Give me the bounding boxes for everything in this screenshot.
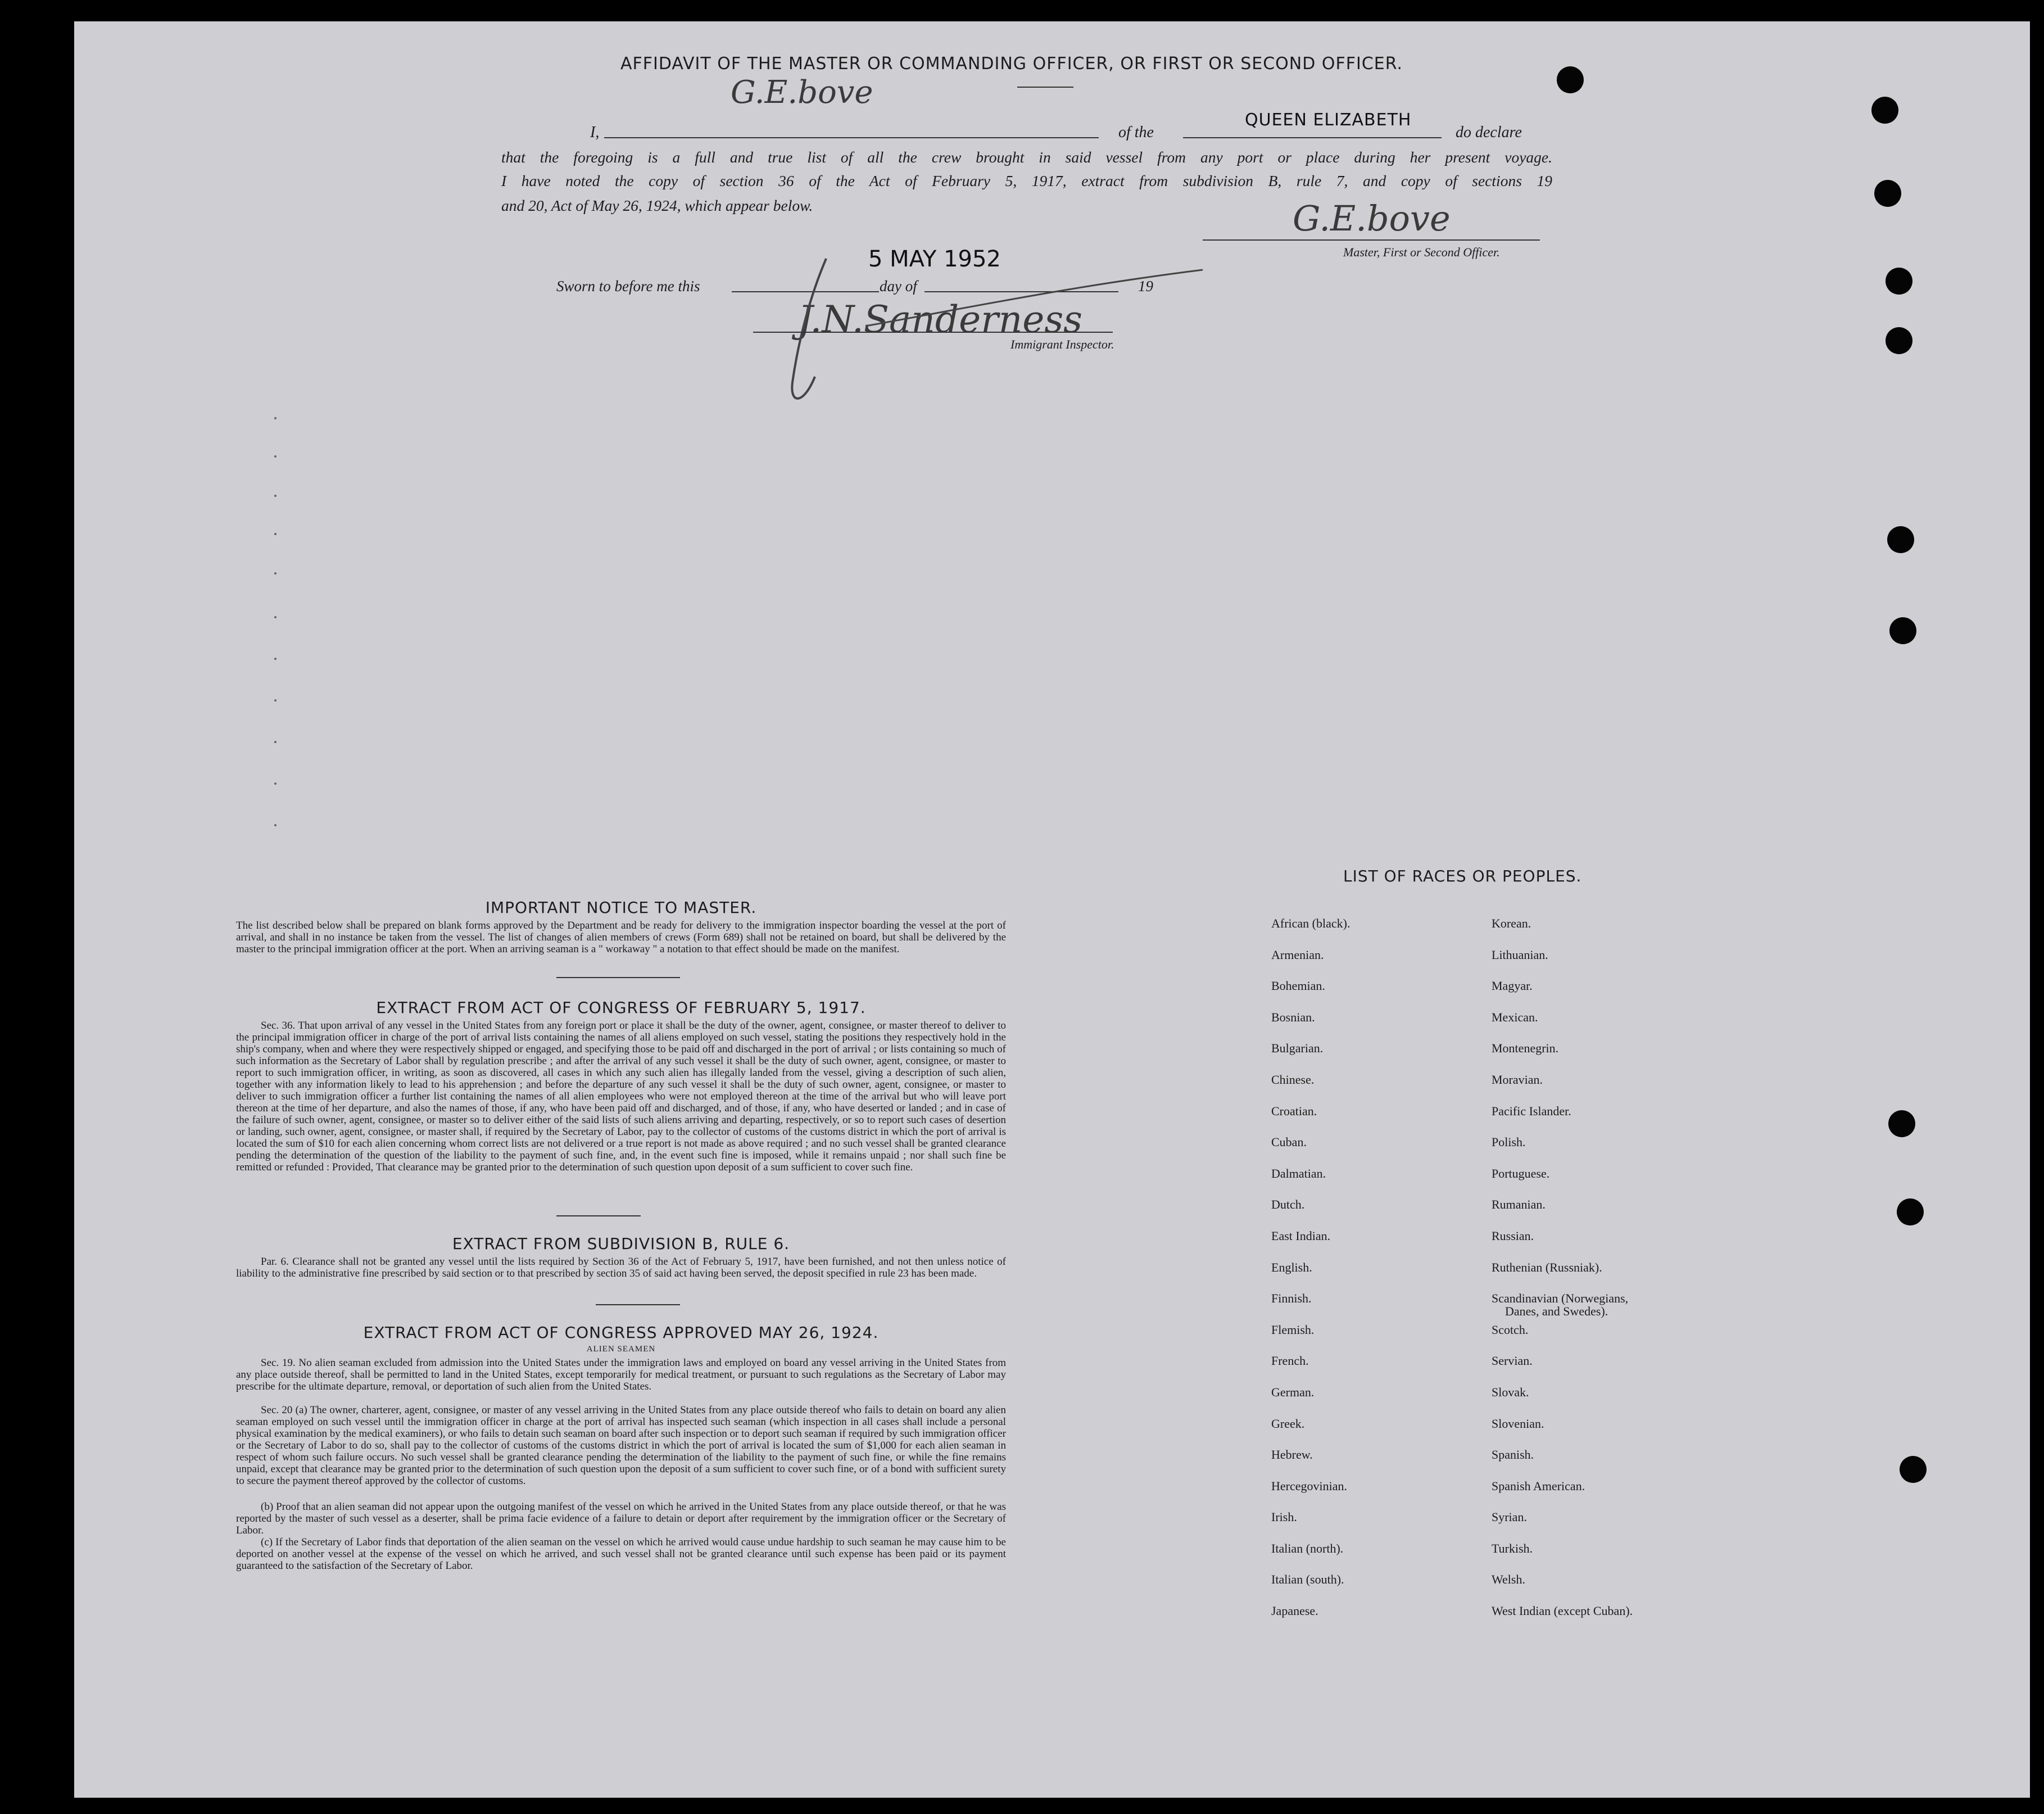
race-item: Ruthenian (Russniak). <box>1492 1260 1602 1274</box>
race-item: Italian (south). <box>1271 1572 1344 1587</box>
race-item: Irish. <box>1271 1510 1297 1525</box>
race-item: Bosnian. <box>1271 1010 1315 1024</box>
signer-name-line <box>604 137 1099 138</box>
race-item: Greek. <box>1271 1416 1305 1431</box>
extract-1924-sec20b: (b) Proof that an alien seaman did not appear upon the outgoing manifest of the vessel on which he arrived in the United States from any place outside thereof, or that he was reported by the master of such vessel as a deserter, shall be prima facie evidence of a failure to detain or deport after requirement by the immigration officer or the Secretary of Labor. <box>236 1501 1006 1536</box>
rule6-body: Par. 6. Clearance shall not be granted any vessel until the lists required by Section 36 of the Act of February 5, 1917, have been furnished, and not then unless notice of liability to the administrative fine prescribed by said section or to that prescribed by section 35 of said act having been served, the deposit specified in rule 23 has been made. <box>236 1256 1006 1279</box>
race-item: German. <box>1271 1385 1315 1399</box>
race-item: Slovak. <box>1492 1385 1529 1399</box>
race-item: Russian. <box>1492 1228 1534 1243</box>
race-row <box>1271 1385 1766 1417</box>
race-row <box>1271 916 1766 948</box>
race-row <box>1271 1572 1766 1604</box>
race-row <box>1271 1260 1766 1292</box>
race-row <box>1271 1229 1766 1260</box>
race-item: Mexican. <box>1492 1010 1538 1024</box>
races-list <box>1271 916 1766 1635</box>
bleed-dot <box>274 782 277 785</box>
race-item: Italian (north). <box>1271 1541 1344 1555</box>
notice-separator <box>556 977 680 978</box>
race-item: Chinese. <box>1271 1072 1315 1087</box>
race-row <box>1271 1010 1766 1042</box>
extract-1917-separator <box>556 1215 641 1216</box>
race-row <box>1271 979 1766 1010</box>
race-item: English. <box>1271 1260 1312 1274</box>
race-row <box>1271 948 1766 979</box>
punch-hole <box>1889 617 1916 644</box>
day-of-label: day of <box>880 278 917 295</box>
bleed-dot <box>274 616 277 618</box>
race-item: West Indian (except Cuban). <box>1492 1604 1633 1618</box>
race-item: Welsh. <box>1492 1572 1525 1587</box>
rule6-separator <box>596 1304 680 1305</box>
punch-hole <box>1888 1110 1915 1137</box>
notice-title: IMPORTANT NOTICE TO MASTER. <box>485 898 757 917</box>
race-item: Turkish. <box>1492 1541 1533 1555</box>
race-item: Scotch. <box>1492 1322 1529 1337</box>
extract-1924-sec19: Sec. 19. No alien seaman excluded from admission into the United States under the immigration laws and employed on board any vessel arriving in the United States from any place outside thereof, shall be permitted to land in the United States, except temporarily for medical treatment, or pursuant to such regulations as the Secretary of Labor may prescribe for the ultimate departure, removal, or deportation of such alien from the United States. <box>236 1357 1006 1392</box>
bleed-dot <box>274 455 277 458</box>
race-row <box>1271 1135 1766 1166</box>
race-row <box>1271 1166 1766 1198</box>
extract-1917-title: EXTRACT FROM ACT OF CONGRESS OF FEBRUARY 5, 1917. <box>376 998 866 1017</box>
i-label: I, <box>590 124 600 141</box>
race-item: Syrian. <box>1492 1510 1527 1525</box>
notice-body: The list described below shall be prepared on blank forms approved by the Department and be ready for delivery to the immigration inspector boarding the vessel at the port of arrival, and shall in no instance be taken from the vessel. The list of changes of alien members of crews (Form 689) shall not be retained on board, but shall be delivered by the master to the principal immigration officer at the port. When an arriving seaman is a " workaway " a notation to that effect should be made on the manifest. <box>236 920 1006 955</box>
race-item: Hercegovinian. <box>1271 1478 1347 1493</box>
race-row <box>1271 1417 1766 1448</box>
race-item: Portuguese. <box>1492 1166 1550 1180</box>
race-item: Korean. <box>1492 916 1531 930</box>
race-row <box>1271 1447 1766 1479</box>
race-item: Dutch. <box>1271 1197 1305 1212</box>
race-item: Bohemian. <box>1271 979 1325 993</box>
race-row <box>1271 1197 1766 1229</box>
inspector-signature-line <box>753 332 1113 333</box>
race-row <box>1271 1354 1766 1385</box>
bleed-dot <box>274 572 277 574</box>
race-item: Scandinavian (Norwegians, <box>1492 1291 1629 1306</box>
date-stamp: 5 MAY 1952 <box>868 246 1001 272</box>
extract-1924-subtitle: ALIEN SEAMEN <box>586 1345 656 1354</box>
do-declare-label: do declare <box>1456 124 1522 141</box>
bleed-dot <box>274 824 277 826</box>
bleed-dot <box>274 741 277 743</box>
rule6-title: EXTRACT FROM SUBDIVISION B, RULE 6. <box>452 1234 790 1253</box>
race-item: Rumanian. <box>1492 1197 1546 1212</box>
inspector-signature: J.N.Sanderness <box>798 298 1083 341</box>
punch-hole <box>1897 1198 1924 1225</box>
race-item: Moravian. <box>1492 1072 1543 1087</box>
punch-hole <box>1557 66 1584 93</box>
race-row <box>1271 1604 1766 1635</box>
race-row <box>1271 1510 1766 1541</box>
year-prefix: 19 <box>1138 278 1153 295</box>
master-signature-caption: Master, First or Second Officer. <box>1343 245 1500 259</box>
bleed-dot <box>274 533 277 535</box>
master-signature: G.E.bove <box>1293 198 1451 239</box>
master-signature-line <box>1203 239 1540 241</box>
races-scandinavian-continuation: Danes, and Swedes). <box>1505 1304 1608 1318</box>
race-item: Finnish. <box>1271 1291 1312 1306</box>
vessel-name: QUEEN ELIZABETH <box>1245 110 1412 130</box>
race-row <box>1271 1541 1766 1573</box>
affidavit-title-rule <box>1017 87 1073 88</box>
extract-1924-title: EXTRACT FROM ACT OF CONGRESS APPROVED MAY 26, 1924. <box>363 1323 879 1342</box>
race-row <box>1271 1479 1766 1510</box>
race-item: Magyar. <box>1492 979 1533 993</box>
race-item: East Indian. <box>1271 1228 1331 1243</box>
race-item: Slovenian. <box>1492 1416 1544 1431</box>
punch-hole <box>1886 327 1912 354</box>
race-row <box>1271 1073 1766 1104</box>
race-row <box>1271 1041 1766 1073</box>
extract-1924-sec20c: (c) If the Secretary of Labor finds that deportation of the alien seaman on the vessel on which he arrived would cause undue hardship to such seaman he may cause him to be deported on another vessel at the expense of the vessel on which he arrived, and such vessel shall not be granted clearance until such expense has been paid or its payment guaranteed to the satisfaction of the Secretary of Labor. <box>236 1536 1006 1572</box>
of-the-label: of the <box>1118 124 1154 141</box>
punch-hole <box>1871 97 1898 124</box>
race-item: Cuban. <box>1271 1135 1307 1150</box>
signer-name-handwritten: G.E.bove <box>731 74 873 111</box>
races-title: LIST OF RACES OR PEOPLES. <box>1343 867 1582 885</box>
bleed-dot <box>274 699 277 702</box>
vessel-name-line <box>1183 137 1442 138</box>
race-item: Servian. <box>1492 1354 1533 1368</box>
race-item: Montenegrin. <box>1492 1041 1559 1056</box>
race-item: Japanese. <box>1271 1604 1318 1618</box>
punch-hole <box>1886 268 1912 295</box>
race-item: Hebrew. <box>1271 1447 1313 1462</box>
inspector-caption: Immigrant Inspector. <box>1010 337 1114 351</box>
race-item: Bulgarian. <box>1271 1041 1324 1056</box>
race-row <box>1271 1104 1766 1136</box>
race-row <box>1271 1323 1766 1354</box>
bleed-dot <box>274 495 277 497</box>
sworn-label: Sworn to before me this <box>556 278 700 295</box>
race-item: Polish. <box>1492 1135 1526 1150</box>
race-item: French. <box>1271 1354 1309 1368</box>
affidavit-title: AFFIDAVIT OF THE MASTER OR COMMANDING OFFICER, OR FIRST OR SECOND OFFICER. <box>620 54 1403 74</box>
punch-hole <box>1874 180 1901 207</box>
race-item: Lithuanian. <box>1492 947 1548 962</box>
punch-hole <box>1900 1456 1927 1483</box>
extract-1924-sec20a: Sec. 20 (a) The owner, charterer, agent, consignee, or master of any vessel arriving in the United States from any place outside thereof who fails to detain on board any alien seaman employed on such vessel until the immigration officer in charge at the port of arrival has inspected such seaman (which inspection in all cases shall include a personal physical examination by the medical examiners), or who fails to detain such seaman on board after such inspection or to deport such seaman if required by such immigration officer or the Secretary of Labor to do so, shall pay to the collector of customs of the customs district in which the port of arrival is located the sum of $1,000 for each alien seaman in respect of whom such failure occurs. No such vessel shall be granted clearance pending the determination of the liability to the payment of such fine, or while the fine remains unpaid, except that clearance may be granted prior to the determination of such question upon the deposit of a sum sufficient to cover such fine, or of a bond with sufficient surety to secure the payment thereof approved by the collector of customs. <box>236 1404 1006 1487</box>
punch-hole <box>1887 526 1914 553</box>
bleed-dot <box>274 417 277 419</box>
race-item: Dalmatian. <box>1271 1166 1326 1180</box>
race-item: Armenian. <box>1271 947 1324 962</box>
extract-1917-body: Sec. 36. That upon arrival of any vessel in the United States from any foreign port or place it shall be the duty of the owner, agent, consignee, or master thereof to deliver to the principal immigration officer in charge of the port of arrival lists containing the names of all aliens employed on such vessel, stating the positions they respectively hold in the ship's company, when and where they were respectively shipped or engaged, and specifying those to be paid off and discharged in the port of arrival ; or lists containing so much of such information as the Secretary of Labor shall by regulation prescribe ; and after the arrival of any such vessel it shall be the duty of such owner, agent, consignee, or master to report to such immigration officer, in writing, as soon as discovered, all cases in which any such alien has illegally landed from the vessel, giving a description of such alien, together with any information likely to lead to his apprehension ; and before the departure of any such vessel it shall be the duty of such owner, agent, consignee, or master to deliver to such immigration officer a further list containing the names of all alien employees who were not employed thereon at the time of the arrival but who will leave port thereon at the time of her departure, and also the names of those, if any, who have been paid off and discharged, and of those, if any, who have deserted or landed ; and in case of the failure of such owner, agent, consignee, or master so to deliver either of the said lists of such aliens arriving and departing, respectively, or so to report such cases of desertion or landing, such owner, agent, consignee, or master shall, if required by the Secretary of Labor, pay to the collector of customs of the customs district in which the port of arrival is located the sum of $10 for each alien concerning whom correct lists are not delivered or a true report is not made as above required ; and no such vessel shall be granted clearance pending the determination of the question of the liability to the payment of such fine, and, in the event such fine is imposed, while it remains unpaid ; nor shall such fine be remitted or refunded : Provided, That clearance may be granted prior to the determination of such question upon deposit of a sum sufficient to cover such fine. <box>236 1020 1006 1173</box>
race-item: Spanish American. <box>1492 1478 1585 1493</box>
affidavit-body-line3: and 20, Act of May 26, 1924, which appear below. <box>501 197 813 214</box>
affidavit-body-line2: I have noted the copy of section 36 of the Act of February 5, 1917, extract from subdivision B, rule 7, and copy of sections 19 <box>501 172 1552 189</box>
affidavit-body-line1: that the foregoing is a full and true list of all the crew brought in said vessel from any port or place during her present voyage. <box>501 148 1552 166</box>
bleed-dot <box>274 658 277 660</box>
race-item: African (black). <box>1271 916 1350 930</box>
race-item: Croatian. <box>1271 1103 1317 1118</box>
race-item: Pacific Islander. <box>1492 1103 1571 1118</box>
race-item: Flemish. <box>1271 1322 1315 1337</box>
race-item: Spanish. <box>1492 1447 1534 1462</box>
